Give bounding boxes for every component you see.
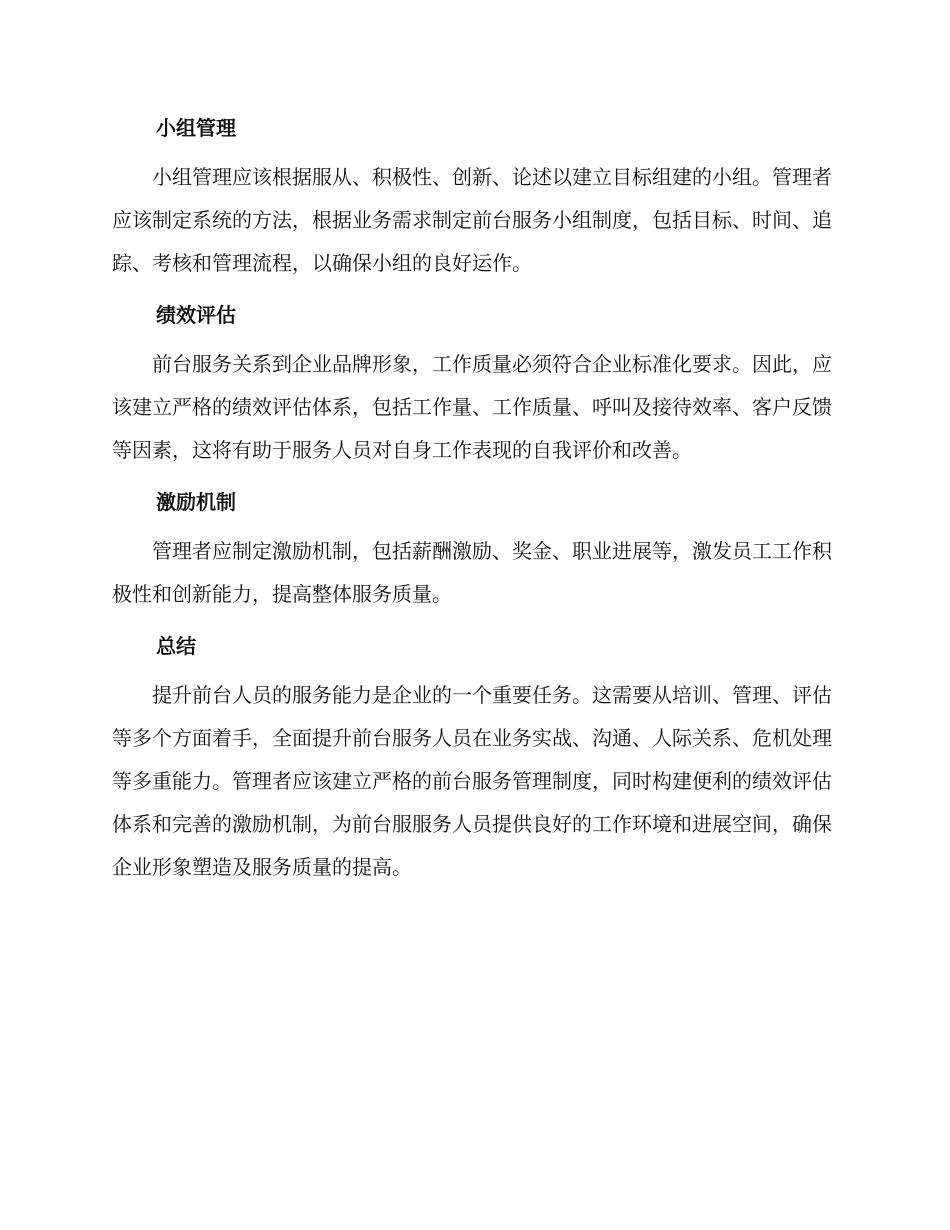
section-paragraph: 前台服务关系到企业品牌形象，工作质量必须符合企业标准化要求。因此，应该建立严格的绩效评估体系，包括工作量、工作质量、呼叫及接待效率、客户反馈等因素，这将有助于服务人员对自身工作表现的自我评价和改善。 [112,352,832,462]
section-group-management [112,108,832,285]
section-paragraph: 小组管理应该根据服从、积极性、创新、论述以建立目标组建的小组。管理者应该制定系统的方法，根据业务需求制定前台服务小组制度，包括目标、时间、追踪、考核和管理流程，以确保小组的良好运作。 [112,165,832,275]
section-paragraph: 管理者应制定激励机制，包括薪酬激励、奖金、职业进展等，激发员工工作积极性和创新能力，提高整体服务质量。 [112,539,832,606]
section-performance-evaluation [112,295,832,472]
section-heading: 激励机制 [156,490,236,514]
section-heading: 绩效评估 [156,303,236,327]
document-page [112,108,832,899]
section-summary [112,626,832,889]
section-paragraph: 提升前台人员的服务能力是企业的一个重要任务。这需要从培训、管理、评估等多个方面着手，全面提升前台服务人员在业务实战、沟通、人际关系、危机处理等多重能力。管理者应该建立严格的前台服务管理制度，同时构建便利的绩效评估体系和完善的激励机制，为前台服服务人员提供良好的工作环境和进展空间，确保企业形象塑造及服务质量的提高。 [112,683,832,879]
section-incentive-mechanism [112,482,832,616]
section-heading: 总结 [156,634,196,658]
section-heading: 小组管理 [156,116,236,140]
